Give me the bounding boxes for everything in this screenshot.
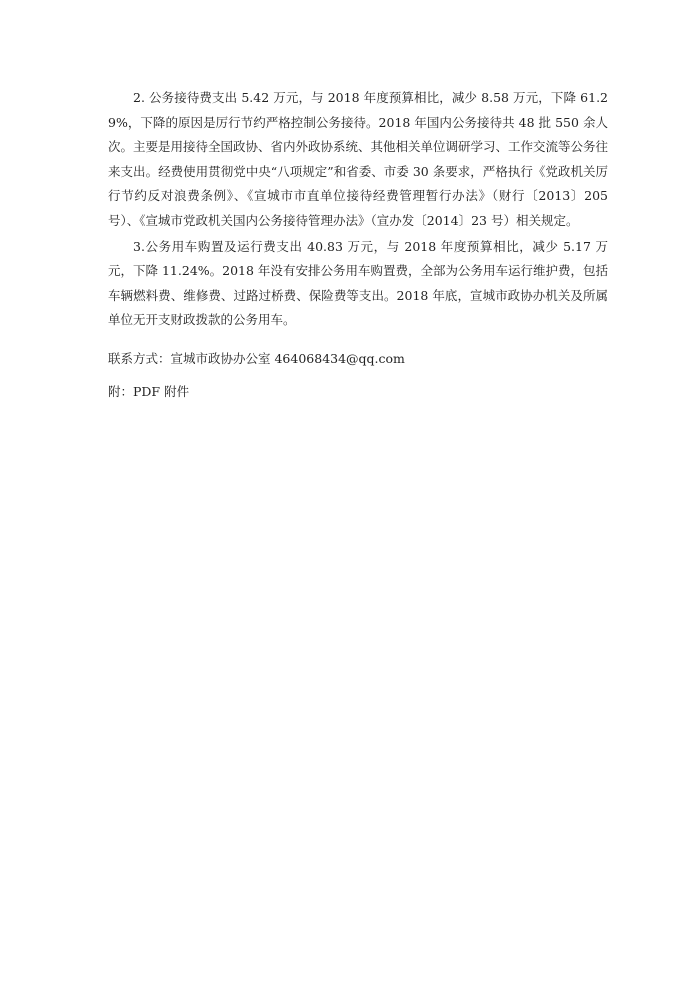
- paragraph-vehicle-expenses: 3.公务用车购置及运行费支出 40.83 万元，与 2018 年度预算相比，减少 5.17 万元，下降 11.24%。2018 年没有安排公务用车购置费，全部为公务用车运行维护费，包括车辆燃料费、维修费、过路过桥费、保险费等支出。2018 年底，宣城市政协办机关及所属单位无开支财政拨款的公务用车。: [108, 238, 608, 328]
- document-body: [108, 86, 608, 402]
- paragraph-reception-expenses: 2. 公务接待费支出 5.42 万元，与 2018 年度预算相比，减少 8.58 万元，下降 61.29%，下降的原因是厉行节约严格控制公务接待。2018 年国内公务接待共 48 批 550 余人次。主要是用接待全国政协、省内外政协系统、其他相关单位调研学习、工作交流等公务往来支出。经费使用贯彻党中央“八项规定”和省委、市委 30 条要求，严格执行《党政机关厉行节约反对浪费条例》、《宣城市市直单位接待经费管理暂行办法》（财行〔2013〕205 号）、《宣城市党政机关国内公务接待管理办法》（宣办发〔2014〕23 号）相关规定。: [108, 90, 609, 228]
- contact-info: 联系方式：宣城市政协办公室 464068434@qq.com: [108, 350, 405, 366]
- attachment-link[interactable]: 附：PDF 附件: [108, 383, 190, 399]
